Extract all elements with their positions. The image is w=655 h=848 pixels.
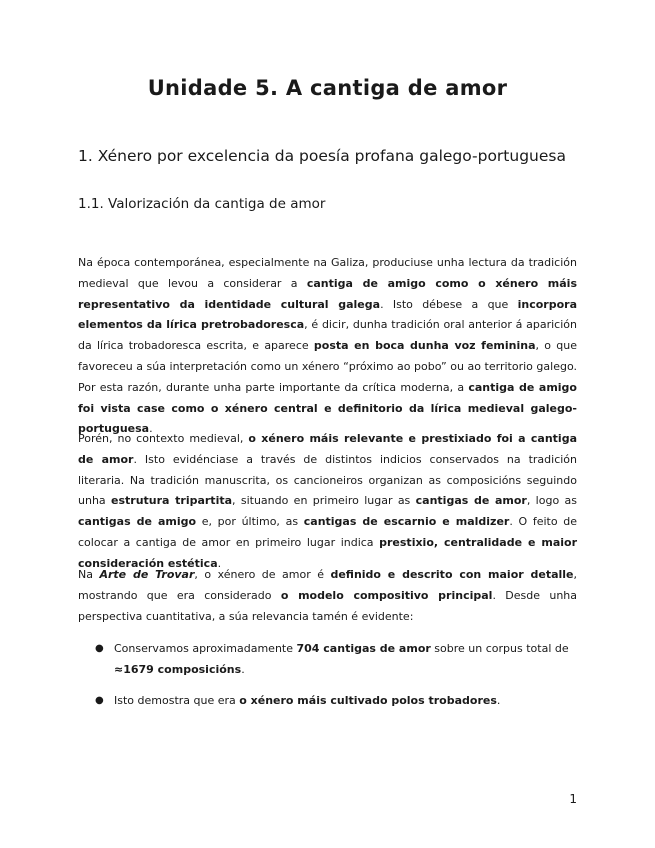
bold-text: cantigas de escarnio e maldizer [303,515,510,529]
bold-text: o modelo compositivo principal [280,588,493,602]
list-item [95,639,596,681]
bold-text: definido e descrito con maior detalle [330,568,574,581]
bullet-icon: ● [95,643,104,654]
text-run: Na [78,568,100,581]
page-number: 1 [569,792,577,806]
section-heading: 1. Xénero por excelencia da poesía profana galego-portuguesa [78,147,566,165]
bold-text: o xénero máis relevante e prestixiado foi a cantiga de amor [78,432,577,466]
bold-text: cantiga de amigo como o xénero máis representativo da identidade cultural galega [78,276,578,311]
text-run: , situando en primeiro lugar as [232,494,416,508]
bold-text: prestixio, centralidade e maior consideración estética [78,535,577,570]
text-run: Porén, no contexto medieval, [78,432,249,445]
text-run: , o xénero de amor é [194,568,331,581]
bold-text: incorpora elementos da lírica pretrobadoresca [78,297,577,332]
text-run: Isto demostra que era [114,694,240,707]
bold-text: ≈1679 composicións [114,662,242,676]
text-run: Conservamos aproximadamente [114,642,297,655]
list-item-text [114,694,500,707]
bold-italic-text: Arte de Trovar [99,568,195,581]
text-run: . [149,422,153,436]
bullet-list [95,0,577,848]
subsection-heading: 1.1. Valorización da cantiga de amor [78,196,326,212]
bold-text: estrutura tripartita [111,494,233,508]
list-item [95,691,596,712]
page-title: Unidade 5. A cantiga de amor [147,76,508,100]
text-run: , logo as [526,494,577,508]
bullet-icon: ● [95,695,104,706]
bold-text: o xénero máis cultivado polos trobadores [239,694,497,707]
text-run: e, por último, as [196,515,304,529]
text-run: . O feito de colocar a cantiga de amor en primeiro lugar indica [78,515,577,549]
text-run: , é dicir, dunha tradición oral anterior á aparición da lírica trobadoresca escrita, e aparece [78,318,577,353]
text-run: Na época contemporánea, especialmente na Galiza, produciuse unha lectura da tradición medieval que levou a considerar a [78,256,577,290]
list-item-text [114,642,569,676]
bold-text: cantigas de amor [415,494,527,508]
text-run: , mostrando que era considerado [78,568,578,602]
bold-text: 704 cantigas de amor [296,642,431,655]
text-run: . Isto evidénciase a través de distintos indicios conservados na tradición literaria. Na tradición manuscrita, os cancioneiros organizan as composicións seguindo unha [78,452,577,508]
text-run: . [217,556,222,570]
text-run: . Desde unha perspectiva cuantitativa, a súa relevancia tamén é evidente: [78,588,578,623]
text-run: , o que favoreceu a súa interpretación como un xénero “próximo ao pobo” ou ao territorio galego. Por esta razón, durante unha parte importante da crítica moderna, a [78,339,578,394]
text-run: . Isto débese a que [380,297,518,311]
bold-text: cantigas de amigo [78,515,197,529]
text-run: sobre un corpus total de [430,642,569,655]
text-run: . [241,662,245,676]
bold-text: cantiga de amigo foi vista case como o xénero central e definitorio da lírica medieval galego-portuguesa [78,380,577,436]
bold-text: posta en boca dunha voz feminina [313,339,536,353]
text-run: . [496,694,501,707]
